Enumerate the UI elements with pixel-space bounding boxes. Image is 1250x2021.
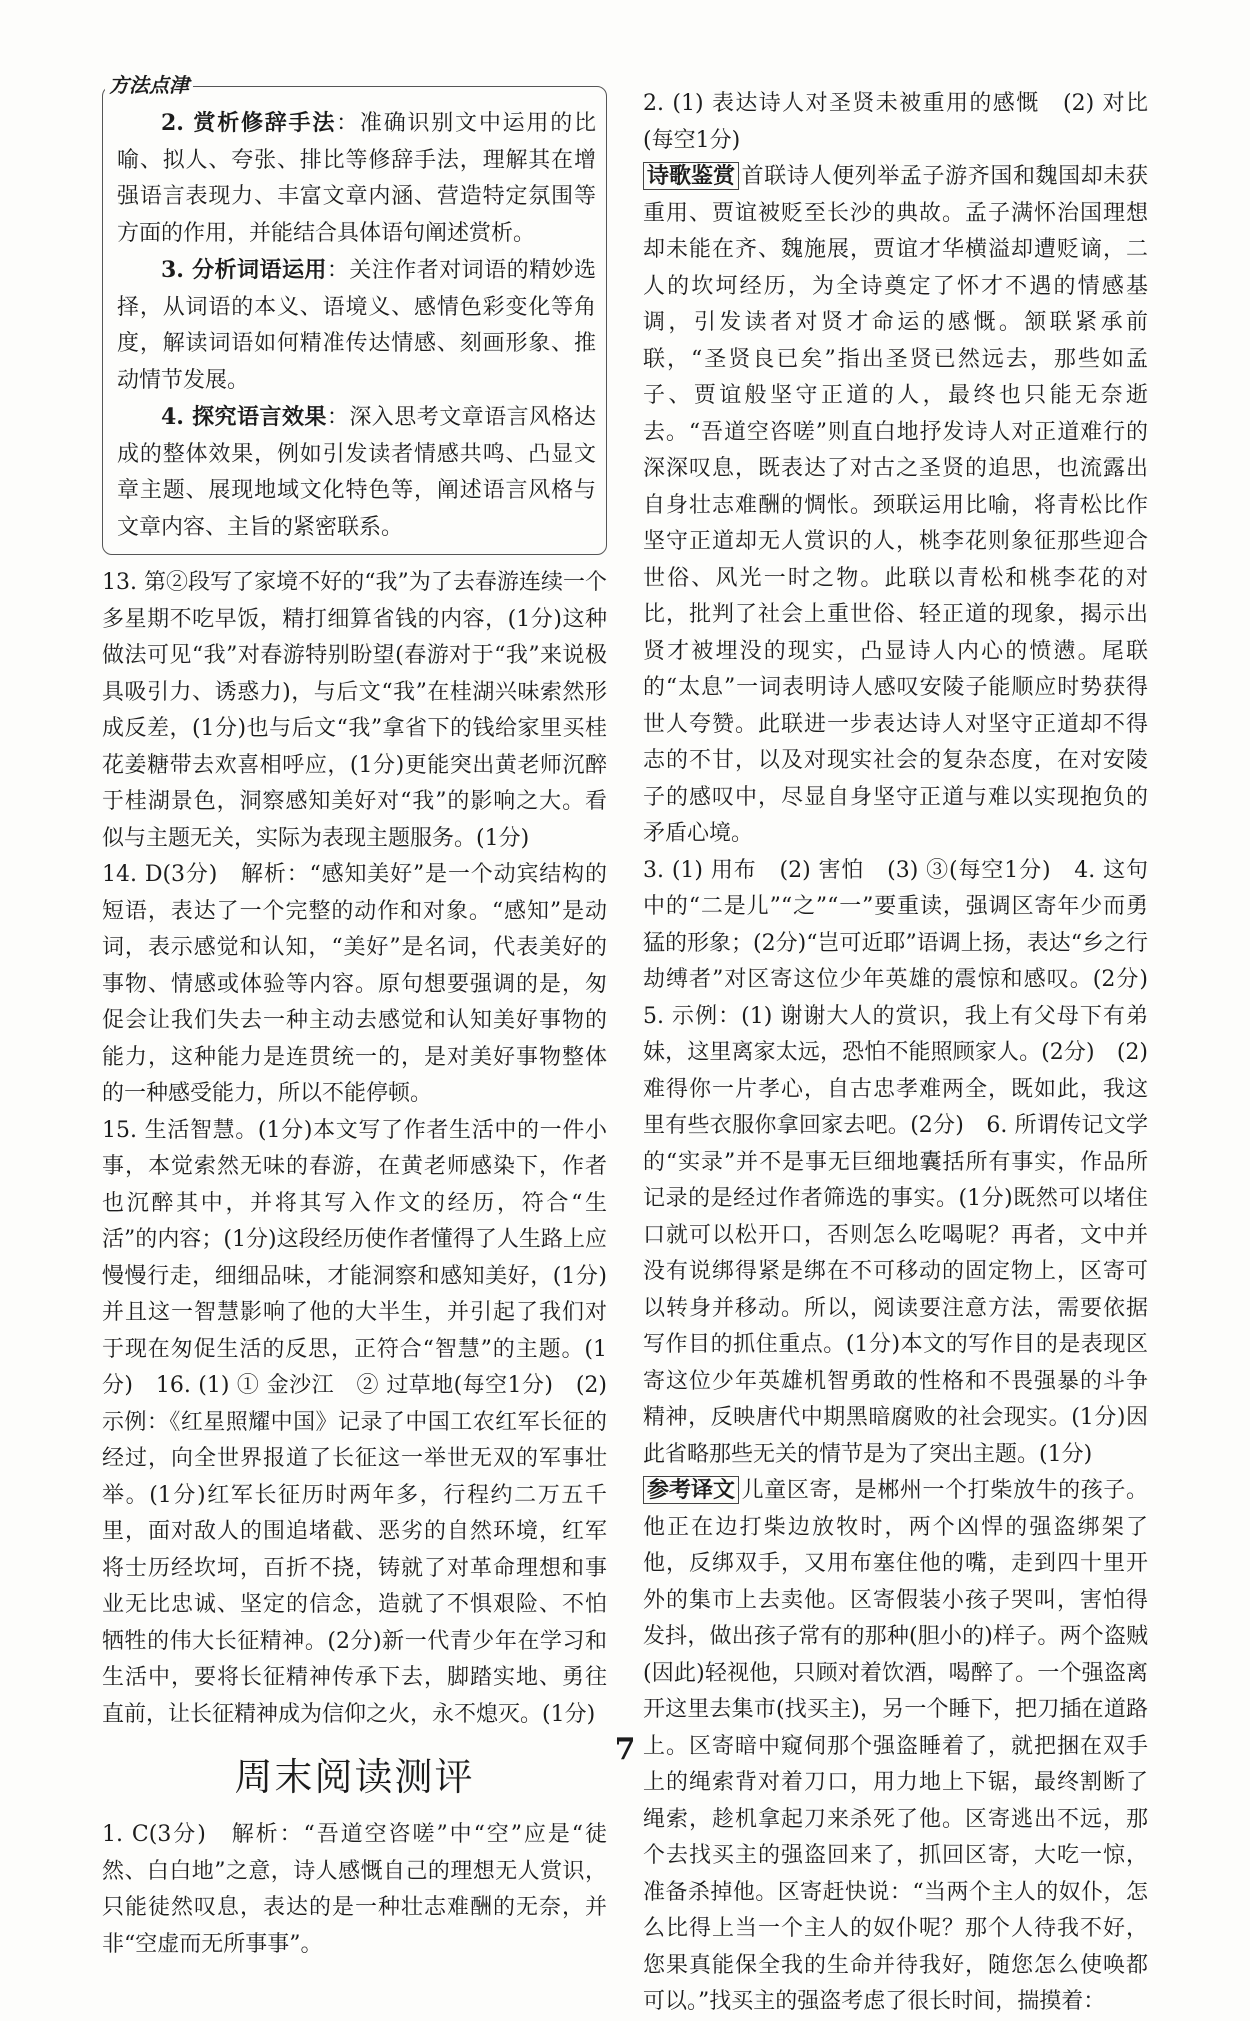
poem-appreciation: 诗歌鉴赏 首联诗人便列举孟子游齐国和魏国却未获重用、贾谊被贬至长沙的典故。孟子满怀治国理想却未能在齐、魏施展，贾谊才华横溢却遭贬谪，二人的坎坷经历，为全诗奠定了怀才不遇的情感基调，引发读者对贤才命运的感慨。颔联紧承前联，“圣贤良已矣”指出圣贤已然远去，那些如孟子、贾谊般坚守正道的人，最终也只能无奈逝去。“吾道空咨嗟”则直白地抒发诗人对正道难行的深深叹息，既表达了对古之圣贤的追思，也流露出自身壮志难酬的惆怅。颈联运用比喻，将青松比作坚守正道却无人赏识的人，桃李花则象征那些迎合世俗、风光一时之物。此联以青松和桃李花的对比，批判了社会上重世俗、轻正道的现象，揭示出贤才被埋没的现实，凸显诗人内心的愤懑。尾联的“太息”一词表明诗人感叹安陵子能顺应时势获得世人夸赞。此联进一步表达诗人对坚守正道却不得志的不甘，以及对现实社会的复杂态度，在对安陵子的感叹中，尽显自身坚守正道与难以实现抱负的矛盾心境。 (643, 163, 1148, 846)
left-column (102, 73, 607, 1963)
weekend-answer-2: 2. (1) 表达诗人对圣贤未被重用的感慨 (2) 对比(每空1分) (643, 91, 1148, 153)
method-box-title: 方法点津 (105, 72, 193, 98)
method-item: 3. 分析词语运用：关注作者对词语的精妙选择，从词语的本义、语境义、感情色彩变化等角度，解读词语如何精准传达情感、刻画形象、推动情节发展。 (117, 257, 596, 393)
reference-translation: 参考译文 儿童区寄，是郴州一个打柴放牛的孩子。他正在边打柴边放牧时，两个凶悍的强盗绑架了他，反绑双手，又用布塞住他的嘴，走到四十里开外的集市上去卖他。区寄假装小孩子哭叫，害怕得发抖，做出孩子常有的那种(胆小的)样子。两个盗贼(因此)轻视他，只顾对着饮酒，喝醉了。一个强盗离开这里去集市(找买主)，另一个睡下，把刀插在道路上。区寄暗中窥伺那个强盗睡着了，就把捆在双手上的绳索背对着刀口，用力地上下锯，最终割断了绳索，趁机拿起刀来杀死了他。区寄逃出不远，那个去找买主的强盗回来了，抓回区寄，大吃一惊，准备杀掉他。区寄赶快说：“当两个主人的奴仆，怎么比得上当一个主人的奴仆呢？那个人待我不好，您果真能保全我的生命并待我好，随您怎么使唤都可以。”找买主的强盗考虑了很长时间，揣摸着： (643, 1477, 1148, 2014)
page-number: 7 (614, 1732, 636, 1767)
poem-appreciation-tag: 诗歌鉴赏 (643, 162, 739, 190)
section-title: 周末阅读测评 (234, 1755, 475, 1799)
weekend-answers-3-6: 3. (1) 用布 (2) 害怕 (3) ③(每空1分) 4. 这句中的“二是儿”“之”“一”要重读，强调区寄年少而勇猛的形象；(2分)“岂可近耶”语调上扬，表达“乡之行劫缚者”对区寄这位少年英雄的震惊和感叹。(2分) 5. 示例：(1) 谢谢大人的赏识，我上有父母下有弟妹，这里离家太远，恐怕不能照顾家人。(2分) (2) 难得你一片孝心，自古忠孝难两全，既如此，我这里有些衣服你拿回家去吧。(2分) 6. 所谓传记文学的“实录”并不是事无巨细地囊括所有事实，作品所记录的是经过作者筛选的事实。(1分)既然可以堵住口就可以松开口，否则怎么吃喝呢？再者，文中并没有说绑得紧是绑在不可移动的固定物上，区寄可以转身并移动。所以，阅读要注意方法，需要依据写作目的抓住重点。(1分)本文的写作目的是表现区寄这位少年英雄机智勇敢的性格和不畏强暴的斗争精神，反映唐代中期黑暗腐败的社会现实。(1分)因此省略那些无关的情节是为了突出主题。(1分) (643, 857, 1171, 1467)
weekend-answer-1: 1. C(3分) 解析：“吾道空咨嗟”中“空”应是“徒然、白白地”之意，诗人感慨自己的理想无人赏识，只能徒然叹息，表达的是一种壮志难酬的无奈，并非“空虚而无所事事”。 (102, 1822, 607, 1957)
reference-translation-tag: 参考译文 (643, 1476, 739, 1504)
method-item: 2. 赏析修辞手法：准确识别文中运用的比喻、拟人、夸张、排比等修辞手法，理解其在增强语言表现力、丰富文章内涵、营造特定氛围等方面的作用，并能结合具体语句阐述赏析。 (117, 110, 596, 246)
method-box (102, 73, 607, 555)
answer-13: 13. 第②段写了家境不好的“我”为了去春游连续一个多星期不吃早饭，精打细算省钱的内容，(1分)这种做法可见“我”对春游特别盼望(春游对于“我”来说极具吸引力、诱惑力)，与后文“我”在桂湖兴味索然形成反差，(1分)也与后文“我”拿省下的钱给家里买桂花姜糖带去欢喜相呼应，(1分)更能突出黄老师沉醉于桂湖景色，洞察感知美好对“我”的影响之大。看似与主题无关，实际为表现主题服务。(1分) (102, 570, 607, 851)
answer-15-16: 15. 生活智慧。(1分)本文写了作者生活中的一件小事，本觉索然无味的春游，在黄老师感染下，作者也沉醉其中，并将其写入作文的经历，符合“生活”的内容；(1分)这段经历使作者懂得了人生路上应慢慢行走，细细品味，才能洞察和感知美好，(1分)并且这一智慧影响了他的大半生，并引起了我们对于现在匆促生活的反思，正符合“智慧”的主题。(1分) 16. (1) ① 金沙江 ② 过草地(每空1分) (2) 示例：《红星照耀中国》记录了中国工农红军长征的经过，向全世界报道了长征这一举世无双的军事壮举。(1分)红军长征历时两年多，行程约二万五千里，面对敌人的围追堵截、恶劣的自然环境，红军将士历经坎坷，百折不挠，铸就了对革命理想和事业无比忠诚、坚定的信念，造就了不惧艰险、不怕牺牲的伟大长征精神。(2分)新一代青少年在学习和生活中，要将长征精神传承下去，脚踏实地、勇往直前，让长征精神成为信仰之火，永不熄灭。(1分) (102, 1117, 607, 1727)
answer-14: 14. D(3分) 解析：“感知美好”是一个动宾结构的短语，表达了一个完整的动作和对象。“感知”是动词，表示感觉和认知，“美好”是名词，代表美好的事物、情感或体验等内容。原句想要强调的是，匆促会让我们失去一种主动去感觉和认知美好事物的能力，这种能力是连贯统一的，是对美好事物整体的一种感受能力，所以不能停顿。 (102, 862, 607, 1106)
right-column (643, 86, 1171, 2021)
method-item: 4. 探究语言效果：深入思考文章语言风格达成的整体效果，例如引发读者情感共鸣、凸显文章主题、展现地域文化特色等，阐述语言风格与文章内容、主旨的紧密联系。 (117, 404, 596, 540)
